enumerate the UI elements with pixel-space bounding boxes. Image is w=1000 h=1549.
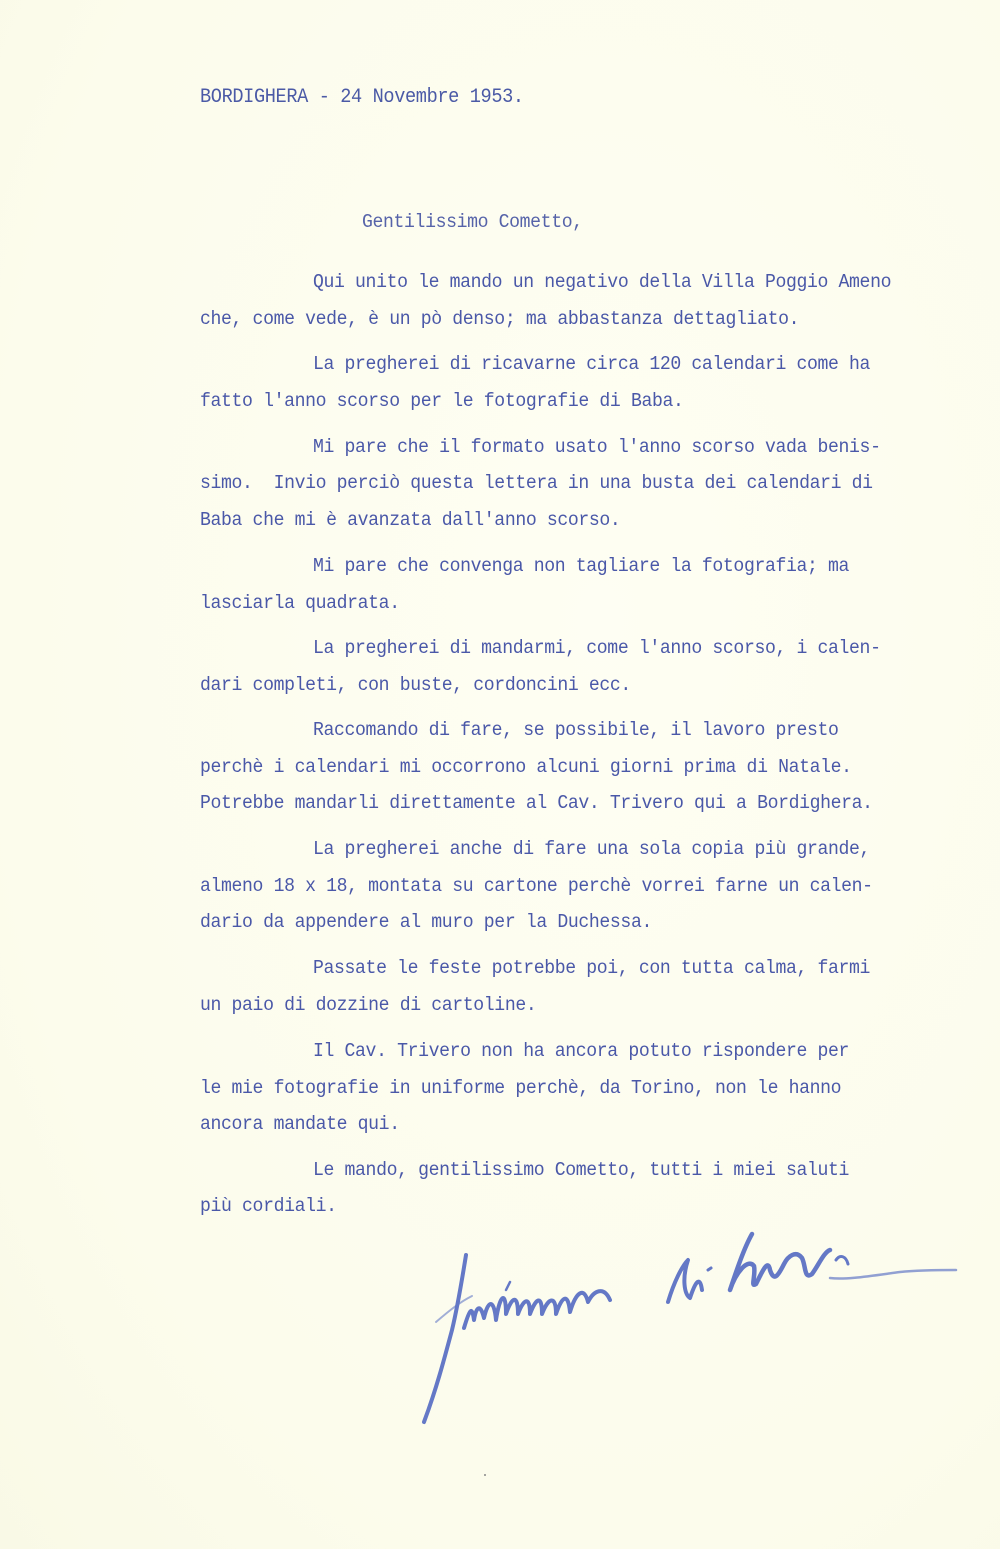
body-line: lasciarla quadrata. xyxy=(200,592,400,614)
body-line: Mi pare che convenga non tagliare la fotografia; ma xyxy=(313,555,850,577)
body-line: un paio di dozzine di cartoline. xyxy=(200,994,537,1016)
body-line: La pregherei di mandarmi, come l'anno scorso, i calen- xyxy=(313,637,881,659)
body-line: Passate le feste potrebbe poi, con tutta calma, farmi xyxy=(313,957,871,979)
salutation: Gentilissimo Cometto, xyxy=(362,211,583,233)
body-line: almeno 18 x 18, montata su cartone perchè vorrei farne un calen- xyxy=(200,875,873,897)
body-line: La pregherei anche di fare una sola copia più grande, xyxy=(313,838,871,860)
body-line: Qui unito le mando un negativo della Villa Poggio Ameno xyxy=(313,271,892,293)
body-line: dari completi, con buste, cordoncini ecc. xyxy=(200,674,631,696)
body-line: La pregherei di ricavarne circa 120 calendari come ha xyxy=(313,353,871,375)
body-line: Baba che mi è avanzata dall'anno scorso. xyxy=(200,509,621,531)
body-line: Raccomando di fare, se possibile, il lavoro presto xyxy=(313,719,839,741)
body-line: fatto l'anno scorso per le fotografie di Baba. xyxy=(200,390,684,412)
date-line: BORDIGHERA - 24 Novembre 1953. xyxy=(200,86,524,109)
body-line: perchè i calendari mi occorrono alcuni giorni prima di Natale. xyxy=(200,756,852,778)
body-line: più cordiali. xyxy=(200,1195,337,1217)
body-line: dario da appendere al muro per la Duchessa. xyxy=(200,911,652,933)
body-line: Le mando, gentilissimo Cometto, tutti i miei saluti xyxy=(313,1159,850,1181)
handwritten-signature xyxy=(400,1210,960,1440)
body-line: che, come vede, è un pò denso; ma abbastanza dettagliato. xyxy=(200,308,800,330)
body-line: le mie fotografie in uniforme perchè, da Torino, non le hanno xyxy=(200,1077,842,1099)
body-line: Mi pare che il formato usato l'anno scorso vada benis- xyxy=(313,436,881,458)
body-line: Il Cav. Trivero non ha ancora potuto rispondere per xyxy=(313,1040,850,1062)
paper-speck xyxy=(484,1474,486,1476)
body-line: ancora mandate qui. xyxy=(200,1113,400,1135)
body-line: simo. Invio perciò questa lettera in una busta dei calendari di xyxy=(200,472,873,494)
body-line: Potrebbe mandarli direttamente al Cav. Trivero qui a Bordighera. xyxy=(200,792,873,814)
